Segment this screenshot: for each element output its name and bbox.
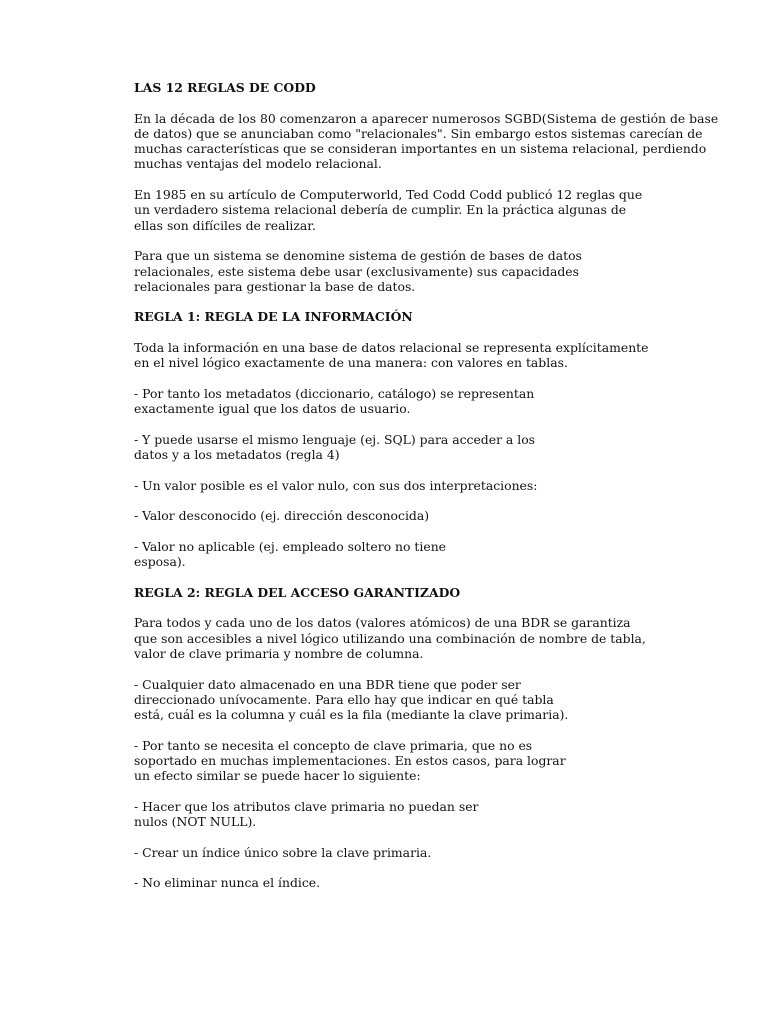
paragraph-rule-1-definition: Toda la información en una base de datos relacional se representa explícitamente en el nivel lógico exactamente de una manera: con valores en tablas. — [134, 340, 649, 371]
document-page — [134, 80, 719, 906]
bullet-not-applicable-value: - Valor no aplicable (ej. empleado soltero no tiene esposa). — [134, 538, 447, 570]
bullet-null-value: - Un valor posible es el valor nulo, con sus dos interpretaciones: — [134, 477, 538, 493]
bullet-never-drop-index: - No eliminar nunca el índice. — [134, 875, 321, 891]
bullet-unique-index: - Crear un índice único sobre la clave primaria. — [134, 844, 432, 860]
bullet-same-language: - Y puede usarse el mismo lenguaje (ej. SQL) para acceder a los datos y a los metadatos (regla 4) — [134, 431, 536, 463]
bullet-metadata: - Por tanto los metadatos (diccionario, catálogo) se representan exactamente igual que los datos de usuario. — [134, 385, 535, 417]
bullet-unknown-value: - Valor desconocido (ej. dirección desconocida) — [134, 508, 430, 524]
section-heading-rule-2: REGLA 2: REGLA DEL ACCESO GARANTIZADO — [134, 584, 461, 600]
paragraph-intro: En la década de los 80 comenzaron a aparecer numerosos SGBD(Sistema de gestión de base de datos) que se anunciaban como "relacionales". Sin embargo estos sistemas carecían de muchas características que se consideran importantes en un sistema relacional, perdiendo muchas ventajas del modelo relacional. — [134, 110, 719, 172]
bullet-unique-addressing: - Cualquier dato almacenado en una BDR tiene que poder ser direccionado unívocamente. Para ello hay que indicar en qué tabla está, cuál es la columna y cuál es la fila (mediante la clave primaria). — [134, 676, 569, 723]
bullet-primary-key-concept: - Por tanto se necesita el concepto de clave primaria, que no es soportado en muchas implementaciones. En estos casos, para lograr un efecto similar se puede hacer lo siguiente: — [134, 737, 566, 784]
section-heading-rule-1: REGLA 1: REGLA DE LA INFORMACIÓN — [134, 309, 413, 325]
paragraph-computerworld: En 1985 en su artículo de Computerworld, Ted Codd Codd publicó 12 reglas que un verdadero sistema relacional debería de cumplir. En la práctica algunas de ellas son difíciles de realizar. — [134, 187, 643, 233]
paragraph-denomination: Para que un sistema se denomine sistema de gestión de bases de datos relacionales, este sistema debe usar (exclusivamente) sus capacidades relacionales para gestionar la base de datos. — [134, 248, 582, 294]
paragraph-rule-2-definition: Para todos y cada uno de los datos (valores atómicos) de una BDR se garantiza que son accesibles a nivel lógico utilizando una combinación de nombre de tabla, valor de clave primaria y nombre de columna. — [134, 615, 646, 661]
document-title: LAS 12 REGLAS DE CODD — [134, 80, 316, 95]
bullet-not-null: - Hacer que los atributos clave primaria no puedan ser nulos (NOT NULL). — [134, 798, 479, 830]
